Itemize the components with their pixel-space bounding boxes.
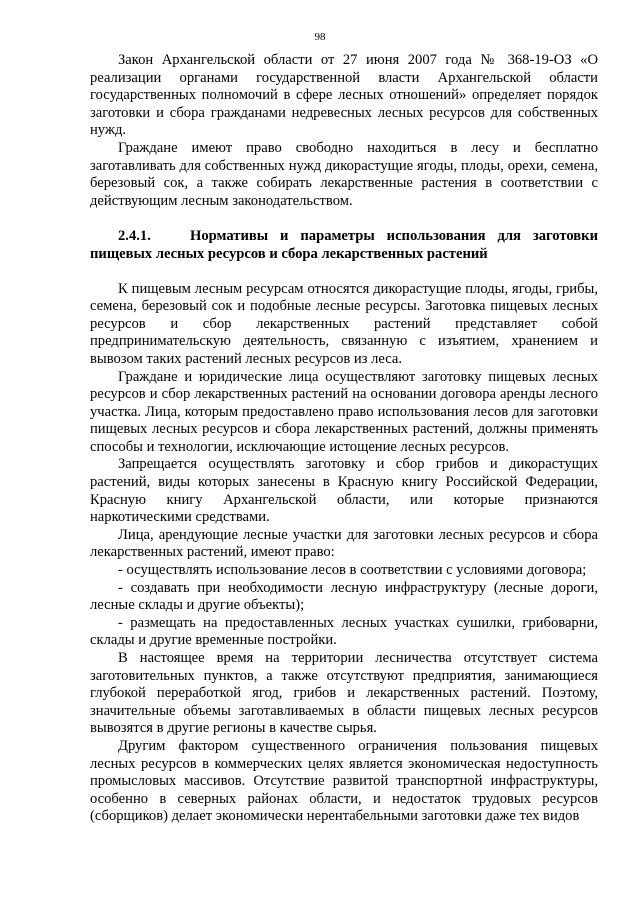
paragraph: Запрещается осуществлять заготовку и сбор грибов и дикорастущих растений, виды которых занесены в Красную книгу Российской Федерации, Красную книгу Архангельской области, или которые признаются наркотическими средствами. [90,456,598,526]
page-number: 98 [314,31,326,43]
section-number: 2.4.1. [118,228,151,245]
section-title: Нормативы и параметры использования для заготовки пищевых лесных ресурсов и сбора лекарственных растений [90,228,598,262]
paragraph: К пищевым лесным ресурсам относятся дикорастущие плоды, ягоды, грибы, семена, березовый сок и подобные лесные ресурсы. Заготовка пищевых лесных ресурсов и сбор лекарственных растений представляет собой предпринимательскую деятельность, связанную с изъятием, хранением и вывозом таких растений лесных ресурсов из леса. [90,280,598,367]
document-body [90,52,598,826]
section-heading [90,228,598,263]
list-item: - осуществлять использование лесов в соответствии с условиями договора; [118,562,587,579]
list-item: - размещать на предоставленных лесных участках сушилки, грибоварни, склады и другие временные постройки. [90,614,598,649]
paragraph: Закон Архангельской области от 27 июня 2007 года № 368-19-ОЗ «О реализации органами государственной власти Архангельской области государственных полномочий в сфере лесных отношений» определяет порядок заготовки и сбора гражданами недревесных лесных ресурсов для собственных нужд. [90,52,598,139]
paragraph: Другим фактором существенного ограничения пользования пищевых лесных ресурсов в коммерческих целях является экономическая недоступность промысловых массивов. Отсутствие развитой транспортной инфраструктуры, особенно в северных районах области, и недостаток трудовых ресурсов (сборщиков) делает экономически нерентабельными заготовки даже тех видов [90,737,598,825]
paragraph: Граждане имеют право свободно находиться в лесу и бесплатно заготавливать для собственных нужд дикорастущие ягоды, плоды, орехи, семена, березовый сок, а также собирать лекарственные растения в соответствии с действующим лесным законодательством. [90,139,598,209]
paragraph: Граждане и юридические лица осуществляют заготовку пищевых лесных ресурсов и сбор лекарственных растений на основании договора аренды лесного участка. Лица, которым предоставлено право использования лесов для заготовки пищевых лесных ресурсов и сбора лекарственных растений, должны применять способы и технологии, исключающие истощение лесных ресурсов. [90,368,598,455]
paragraph: Лица, арендующие лесные участки для заготовки лесных ресурсов и сбора лекарственных растений, имеют право: [90,526,598,561]
list-item: - создавать при необходимости лесную инфраструктуру (лесные дороги, лесные склады и другие объекты); [90,579,598,614]
paragraph: В настоящее время на территории лесничества отсутствует система заготовительных пунктов, а также отсутствуют предприятия, занимающиеся глубокой переработкой ягод, грибов и лекарственных растений. Поэтому, значительные объемы заготавливаемых в области пищевых лесных ресурсов вывозятся в другие регионы в качестве сырья. [90,650,598,737]
